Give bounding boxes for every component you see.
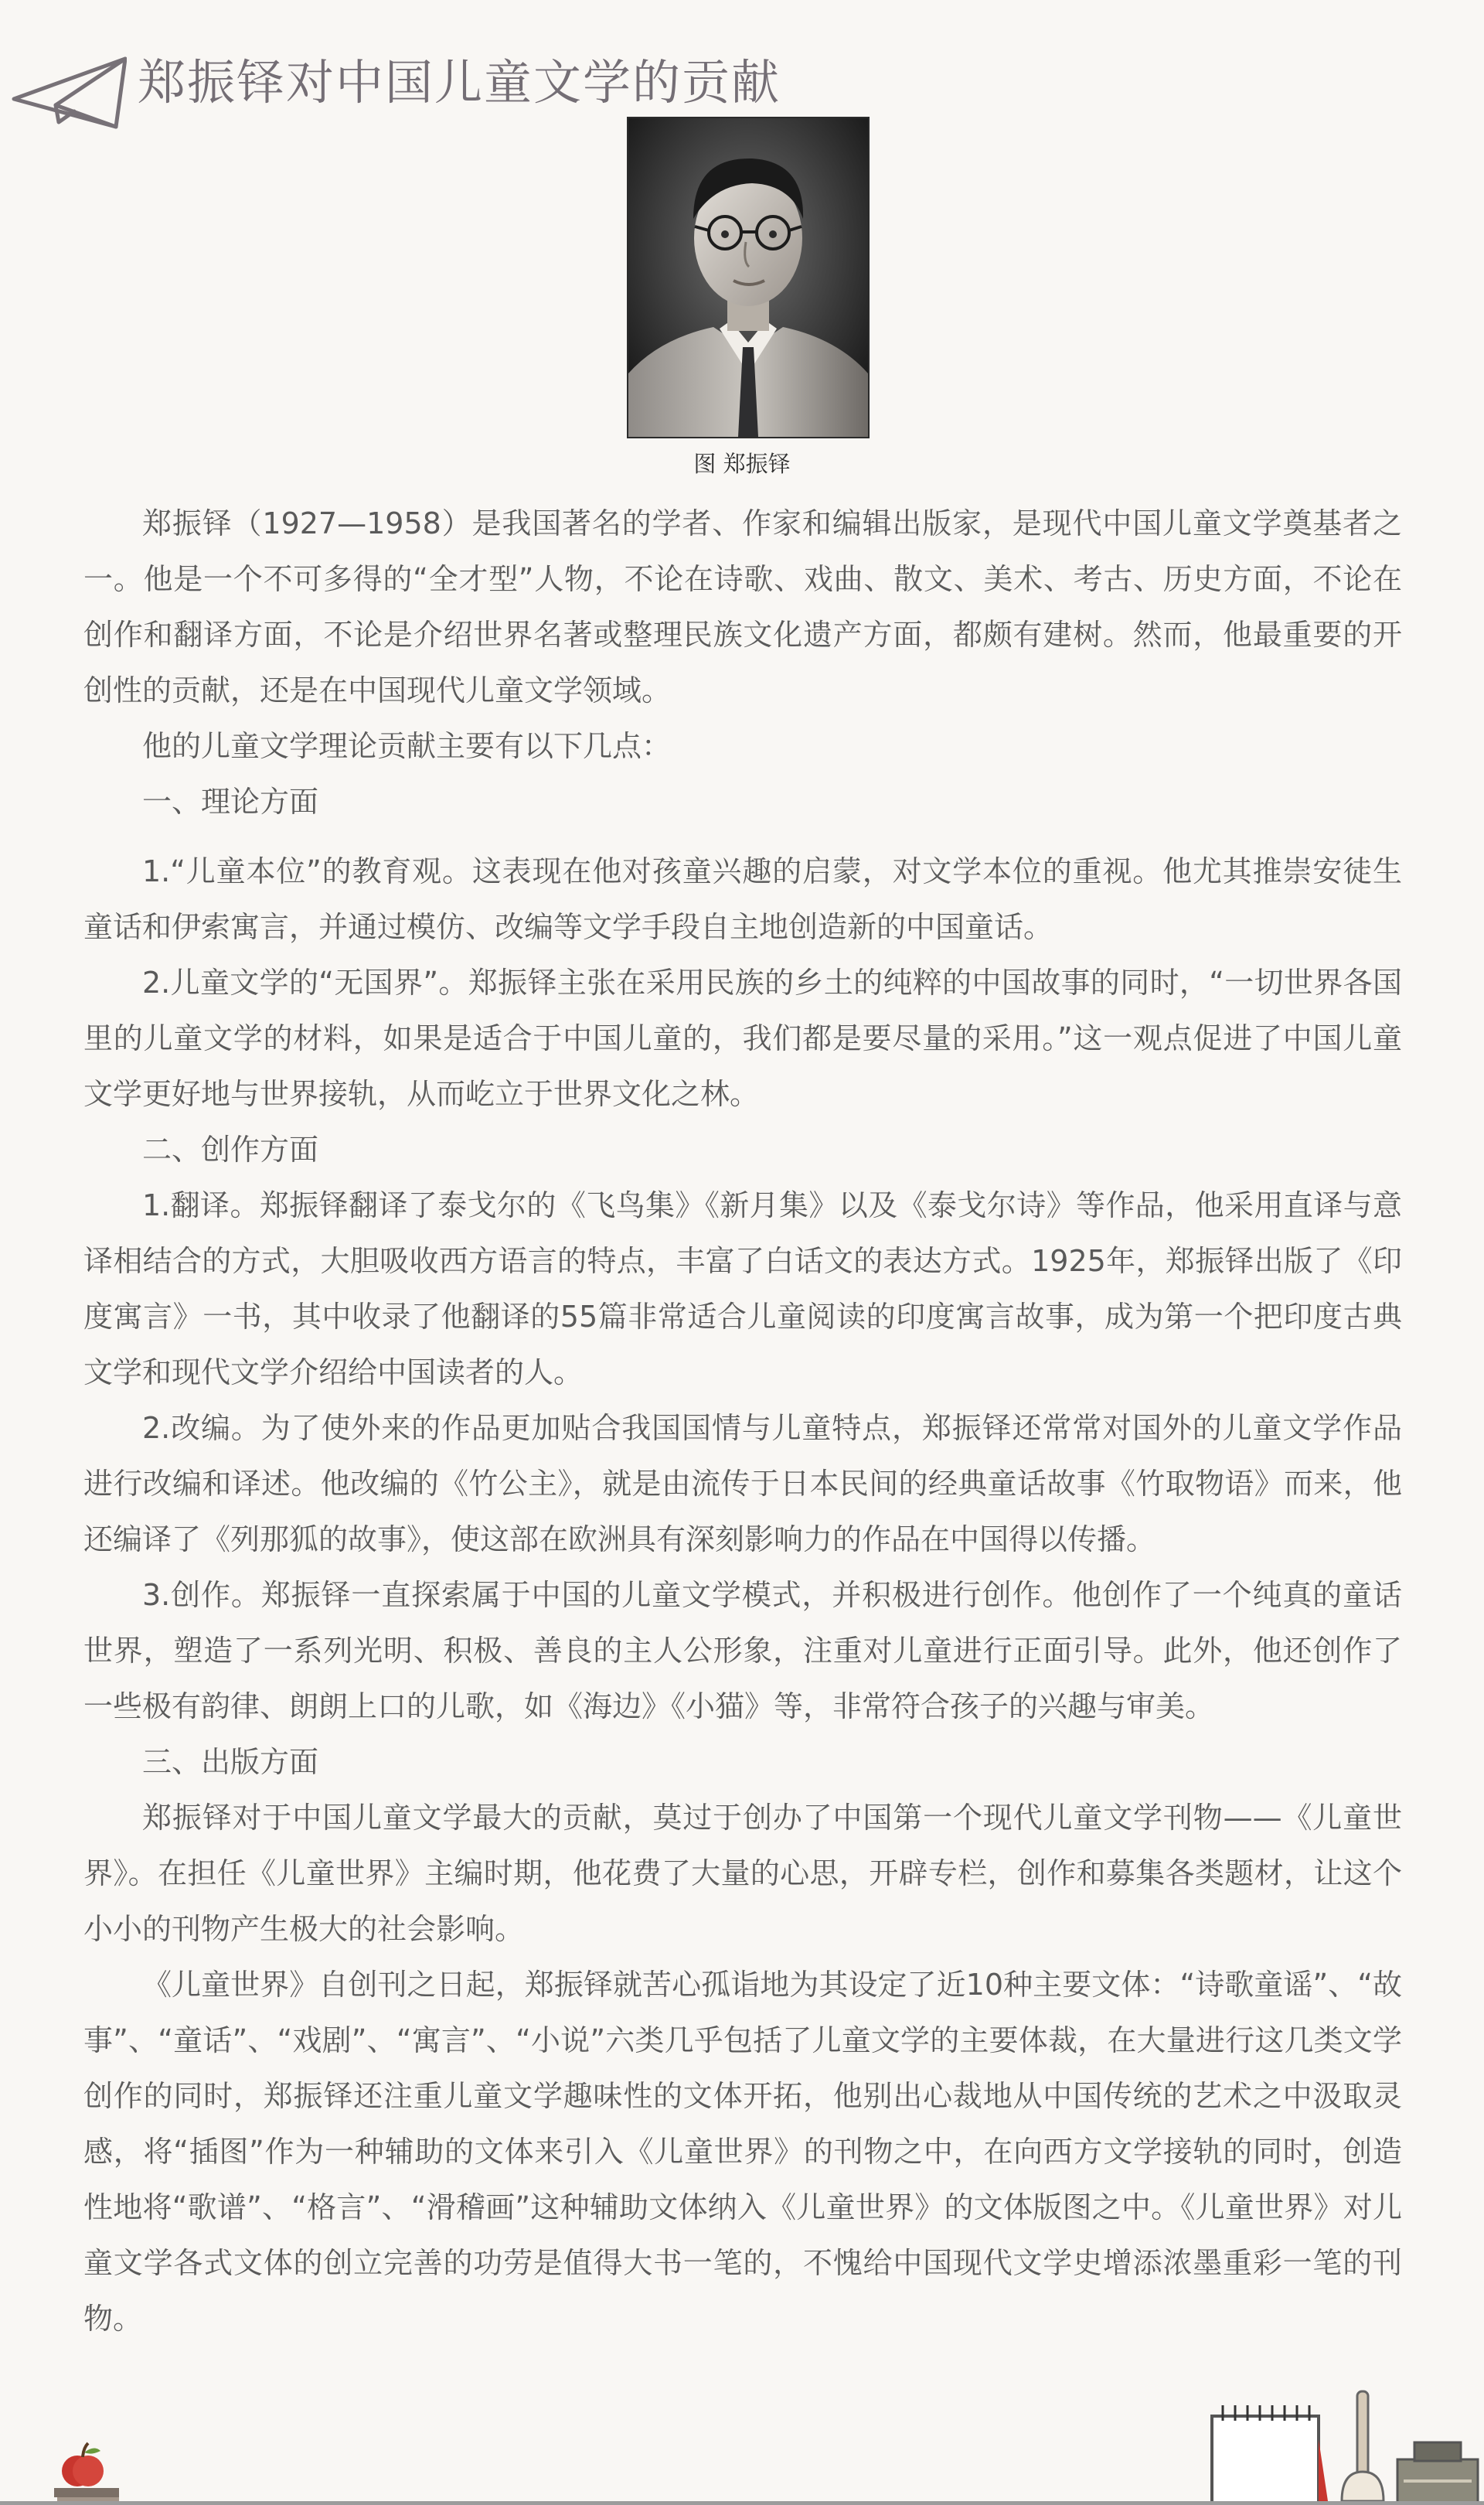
article-body [83,496,1402,2347]
publishing-paragraph-2: 《儿童世界》自创刊之日起，郑振铎就苦心孤诣地为其设定了近10种主要文体：“诗歌童谣”、“故事”、“童话”、“戏剧”、“寓言”、“小说”六类几乎包括了儿童文学的主要体裁，在大量进行这几类文学创作的同时，郑振铎还注重儿童文学趣味性的文体开拓，他别出心裁地从中国传统的艺术之中汲取灵感，将“插图”作为一种辅助的文体来引入《儿童世界》的刊物之中，在向西方文学接轨的同时，创造性地将“歌谱”、“格言”、“滑稽画”这种辅助文体纳入《儿童世界》的文体版图之中。《儿童世界》对儿童文学各式文体的创立完善的功劳是值得大书一笔的，不愧给中国现代文学史增添浓墨重彩一笔的刊物。 [83,1968,1402,2336]
theory-paragraph-2: 2.儿童文学的“无国界”。郑振铎主张在采用民族的乡土的纯粹的中国故事的同时，“一切世界各国里的儿童文学的材料，如果是适合于中国儿童的，我们都是要尽量的采用。”这一观点促进了中国儿童文学更好地与世界接轨，从而屹立于世界文化之林。 [83,966,1402,1111]
creation-paragraph-3: 3.创作。郑振铎一直探索属于中国的儿童文学模式，并积极进行创作。他创作了一个纯真的童话世界，塑造了一系列光明、积极、善良的主人公形象，注重对儿童进行正面引导。此外，他还创作了一些极有韵律、朗朗上口的儿歌，如《海边》《小猫》等，非常符合孩子的兴趣与审美。 [83,1578,1402,1723]
publishing-paragraph-1: 郑振铎对于中国儿童文学最大的贡献，莫过于创办了中国第一个现代儿童文学刊物——《儿童世界》。在担任《儿童世界》主编时期，他花费了大量的心思，开辟专栏，创作和募集各类题材，让这个小小的刊物产生极大的社会影响。 [83,1801,1402,1946]
bottom-divider [0,2501,1484,2505]
desk-stationery-icon [1206,2385,1484,2505]
paper-plane-icon [11,46,127,131]
creation-paragraph-1: 1.翻译。郑振铎翻译了泰戈尔的《飞鸟集》《新月集》以及《泰戈尔诗》等作品，他采用直译与意译相结合的方式，大胆吸收西方语言的特点，丰富了白话文的表达方式。1925年，郑振铎出版了《印度寓言》一书，其中收录了他翻译的55篇非常适合儿童阅读的印度寓言故事，成为第一个把印度古典文学和现代文学介绍给中国读者的人。 [83,1188,1402,1389]
page-title: 郑振铎对中国儿童文学的贡献 [138,54,781,111]
intro-paragraph-1: 郑振铎（1927—1958）是我国著名的学者、作家和编辑出版家，是现代中国儿童文学奠基者之一。他是一个不可多得的“全才型”人物，不论在诗歌、戏曲、散文、美术、考古、历史方面，不论在创作和翻译方面，不论是介绍世界名著或整理民族文化遗产方面，都颇有建树。然而，他最重要的开创性的贡献，还是在中国现代儿童文学领域。 [83,506,1402,707]
section-heading-theory: 一、理论方面 [142,785,319,819]
portrait-photo [627,117,870,438]
section-heading-publishing: 三、出版方面 [142,1745,319,1779]
apple-books-icon [51,2428,121,2505]
intro-paragraph-2: 他的儿童文学理论贡献主要有以下几点： [142,729,672,763]
creation-paragraph-2: 2.改编。为了使外来的作品更加贴合我国国情与儿童特点，郑振铎还常常对国外的儿童文学作品进行改编和译述。他改编的《竹公主》，就是由流传于日本民间的经典童话故事《竹取物语》而来，他还编译了《列那狐的故事》，使这部在欧洲具有深刻影响力的作品在中国得以传播。 [83,1411,1402,1556]
theory-paragraph-1: 1.“儿童本位”的教育观。这表现在他对孩童兴趣的启蒙，对文学本位的重视。他尤其推崇安徒生童话和伊索寓言，并通过模仿、改编等文学手段自主地创造新的中国童话。 [83,854,1402,944]
section-heading-creation: 二、创作方面 [142,1133,319,1167]
portrait-image [628,118,868,437]
figure-caption: 图 郑振铎 [693,451,791,477]
